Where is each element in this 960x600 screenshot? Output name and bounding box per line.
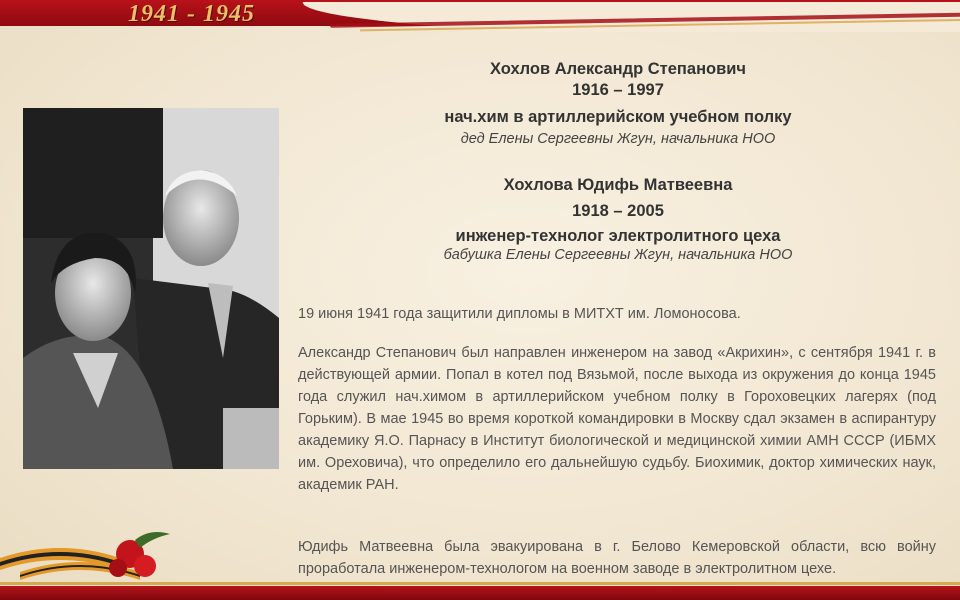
person2-name: Хохлова Юдифь Матвеевна bbox=[503, 176, 733, 194]
portrait-photo bbox=[23, 108, 279, 469]
person1-role: нач.хим в артиллерийском учебном полку bbox=[444, 108, 792, 126]
person2-role: инженер-технолог электролитного цеха bbox=[455, 227, 781, 245]
bottom-band bbox=[0, 578, 960, 600]
person2-dates: 1918 – 2005 bbox=[572, 202, 664, 220]
person1-block bbox=[380, 60, 856, 147]
top-banner bbox=[0, 0, 960, 32]
paragraph-alexander: Александр Степанович был направлен инженером на завод «Акрихин», с сентября 1941 г. в действующей армии. Попал в котел под Вязьмой, после выхода из окружения до конца 1945 года служил нач.химом в артиллерийском учебном полку в Гороховецких лагерях (под Горьким). В мае 1945 во время короткой командировки в Москву сдал экзамен в аспирантуру академику Я.О. Парнасу в Институт биологической и медицинской химии АМН СССР (ИБМХ им. Ореховича), что определило его дальнейшую судьбу. Биохимик, доктор химических наук, академик РАН. bbox=[298, 345, 936, 493]
person1-name: Хохлов Александр Степанович bbox=[490, 60, 746, 78]
person1-dates: 1916 – 1997 bbox=[572, 81, 664, 99]
bottom-red-band bbox=[0, 586, 960, 600]
person2-relation: бабушка Елены Сергеевны Жгун, начальника НОО bbox=[443, 247, 793, 263]
bottom-gold-line bbox=[0, 582, 960, 585]
paragraph-diplomas: 19 июня 1941 года защитили дипломы в МИТХТ им. Ломоносова. bbox=[298, 306, 741, 322]
paragraph-yudif: Юдифь Матвеевна была эвакуирована в г. Белово Кемеровской области, всю войну проработала инженером-технологом на военном заводе в электролитном цехе. bbox=[298, 539, 936, 577]
photo-illustration bbox=[23, 108, 279, 469]
person1-relation: дед Елены Сергеевны Жгун, начальника НОО bbox=[460, 131, 776, 147]
banner-years: 1941 - 1945 bbox=[128, 1, 255, 27]
person2-block bbox=[380, 176, 856, 263]
